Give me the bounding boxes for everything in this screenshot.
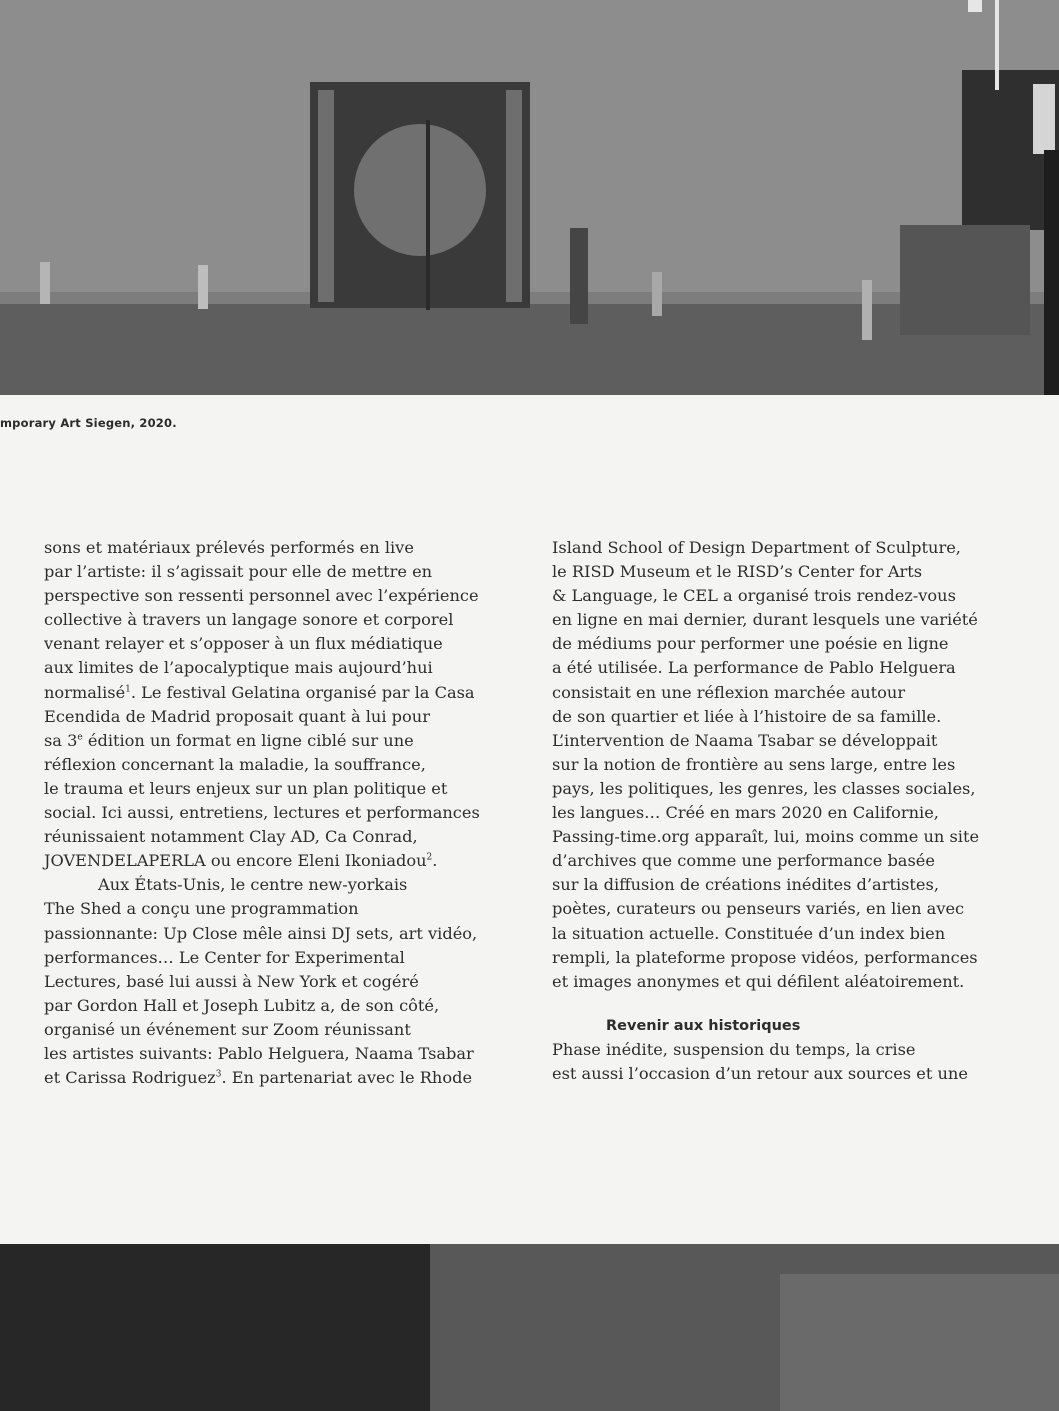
text-line	[44, 1042, 544, 1066]
text-line-content: a été utilisée. La performance de Pablo Helguera	[552, 658, 956, 678]
section-spacer	[552, 994, 1022, 1014]
text-line	[44, 536, 544, 560]
text-line	[44, 584, 544, 608]
section-heading: Revenir aux historiques	[606, 1017, 801, 1034]
text-line-content: sur la notion de frontière au sens large, entre les	[552, 754, 956, 774]
text-line-content: le RISD Museum et le RISD’s Center for Arts	[552, 562, 923, 582]
text-line	[552, 536, 1022, 560]
footnote-marker: 1	[125, 684, 131, 695]
text-line-content: de son quartier et liée à l’histoire de sa famille.	[552, 706, 942, 726]
text-line-content: en ligne en mai dernier, durant lesquels une variété	[552, 610, 978, 630]
footnote-marker: 3	[215, 1069, 222, 1080]
text-line-content: sur la diffusion de créations inédites d’artistes,	[552, 875, 939, 895]
text-line	[552, 729, 1022, 753]
text-line	[552, 970, 1022, 994]
footnote-marker: 2	[426, 852, 433, 863]
exhibition-photo	[0, 0, 1059, 395]
text-line-content: collective à travers un langage sonore et corporel	[44, 610, 454, 630]
page-background-bottom	[0, 1244, 1059, 1411]
text-line	[552, 656, 1022, 680]
right-column	[552, 536, 1022, 1086]
text-line	[552, 873, 1022, 897]
text-line-continuation: . En partenariat avec le Rhode	[221, 1068, 473, 1088]
footnote-marker: e	[77, 732, 83, 743]
text-line-content: normalisé	[44, 682, 126, 702]
text-line	[44, 729, 544, 753]
text-line	[44, 560, 544, 584]
text-line-content: pays, les politiques, les genres, les classes sociales,	[552, 778, 976, 798]
text-line	[552, 897, 1022, 921]
text-line	[552, 608, 1022, 632]
text-line-content: rempli, la plateforme propose vidéos, performances	[552, 947, 978, 967]
left-column	[44, 536, 544, 1090]
text-line	[552, 632, 1022, 656]
text-line	[44, 656, 544, 680]
text-line-content: et images anonymes et qui défilent aléatoirement.	[552, 971, 965, 991]
text-line	[552, 849, 1022, 873]
text-line	[552, 946, 1022, 970]
text-line-content: Lectures, basé lui aussi à New York et cogéré	[44, 971, 419, 991]
text-line	[552, 922, 1022, 946]
text-line-content: organisé un événement sur Zoom réunissant	[44, 1019, 411, 1039]
text-line-content: de médiums pour performer une poésie en ligne	[552, 634, 949, 654]
text-line	[552, 753, 1022, 777]
text-line-continuation: . Le festival Gelatina organisé par la Casa	[130, 682, 475, 702]
text-line	[44, 801, 544, 825]
text-line	[552, 1062, 1022, 1086]
text-line	[552, 705, 1022, 729]
right-column-paragraph	[552, 536, 1022, 994]
text-line	[44, 946, 544, 970]
text-line	[44, 873, 544, 897]
text-line-content: les artistes suivants: Pablo Helguera, Naama Tsabar	[44, 1043, 474, 1063]
text-line-content: Passing-time.org apparaît, lui, moins comme un site	[552, 827, 980, 847]
text-line-content: social. Ici aussi, entretiens, lectures et performances	[44, 803, 480, 823]
text-line	[552, 560, 1022, 584]
text-line	[44, 994, 544, 1018]
text-line	[44, 825, 544, 849]
text-line-content: JOVENDELAPERLA ou encore Eleni Ikoniadou	[44, 851, 427, 871]
text-line-content: sa 3	[44, 730, 78, 750]
text-line	[552, 825, 1022, 849]
text-line-content: sons et matériaux prélevés performés en live	[44, 538, 414, 557]
text-line-continuation: .	[432, 851, 438, 871]
text-line-content: Ecendida de Madrid proposait quant à lui pour	[44, 706, 430, 726]
text-line	[44, 897, 544, 921]
text-line	[44, 777, 544, 801]
text-line	[44, 1066, 544, 1090]
text-line-content: perspective son ressenti personnel avec l’expérience	[44, 586, 479, 606]
text-line-content: le trauma et leurs enjeux sur un plan politique et	[44, 778, 448, 798]
section-paragraph	[552, 1038, 1022, 1086]
text-line-content: par Gordon Hall et Joseph Lubitz a, de son côté,	[44, 995, 440, 1015]
photo-caption: mporary Art Siegen, 2020.	[0, 416, 177, 430]
text-line-content: & Language, le CEL a organisé trois rendez-vous	[552, 586, 956, 606]
text-line	[44, 753, 544, 777]
text-line	[44, 608, 544, 632]
text-line-content: poètes, curateurs ou penseurs variés, en lien avec	[552, 899, 965, 919]
text-line-content: Aux États-Unis, le centre new-yorkais	[98, 875, 408, 895]
text-line	[552, 777, 1022, 801]
text-line-content: venant relayer et s’opposer à un flux médiatique	[44, 634, 443, 654]
text-line-continuation: édition un format en ligne ciblé sur une	[82, 730, 414, 750]
text-line-content: la situation actuelle. Constituée d’un index bien	[552, 923, 946, 943]
text-line-content: The Shed a conçu une programmation	[44, 899, 359, 919]
text-line-content: et Carissa Rodriguez	[44, 1068, 216, 1088]
text-line	[552, 1038, 1022, 1062]
text-line	[44, 970, 544, 994]
text-line-content: consistait en une réflexion marchée autour	[552, 682, 906, 702]
text-line-content: réunissaient notamment Clay AD, Ca Conrad,	[44, 827, 418, 847]
text-line	[552, 801, 1022, 825]
text-line	[44, 705, 544, 729]
text-line-content: d’archives que comme une performance basée	[552, 851, 935, 871]
text-line	[44, 681, 544, 705]
text-line-content: les langues… Créé en mars 2020 en Californie,	[552, 803, 939, 823]
text-line-content: est aussi l’occasion d’un retour aux sources et une	[552, 1063, 968, 1083]
text-line-content: L’intervention de Naama Tsabar se développait	[552, 730, 938, 750]
text-line	[44, 1018, 544, 1042]
text-line-content: réflexion concernant la maladie, la souffrance,	[44, 754, 426, 774]
text-line-content: passionnante: Up Close mêle ainsi DJ sets, art vidéo,	[44, 923, 478, 943]
text-line-content: par l’artiste: il s’agissait pour elle de mettre en	[44, 562, 433, 582]
text-line	[552, 584, 1022, 608]
text-line-content: performances… Le Center for Experimental	[44, 947, 405, 967]
text-line	[44, 922, 544, 946]
text-line	[44, 632, 544, 656]
text-line-content: Island School of Design Department of Sculpture,	[552, 538, 961, 557]
text-line-content: Phase inédite, suspension du temps, la crise	[552, 1039, 916, 1059]
text-line	[552, 681, 1022, 705]
text-line	[44, 849, 544, 873]
text-line-content: aux limites de l’apocalyptique mais aujourd’hui	[44, 658, 433, 678]
